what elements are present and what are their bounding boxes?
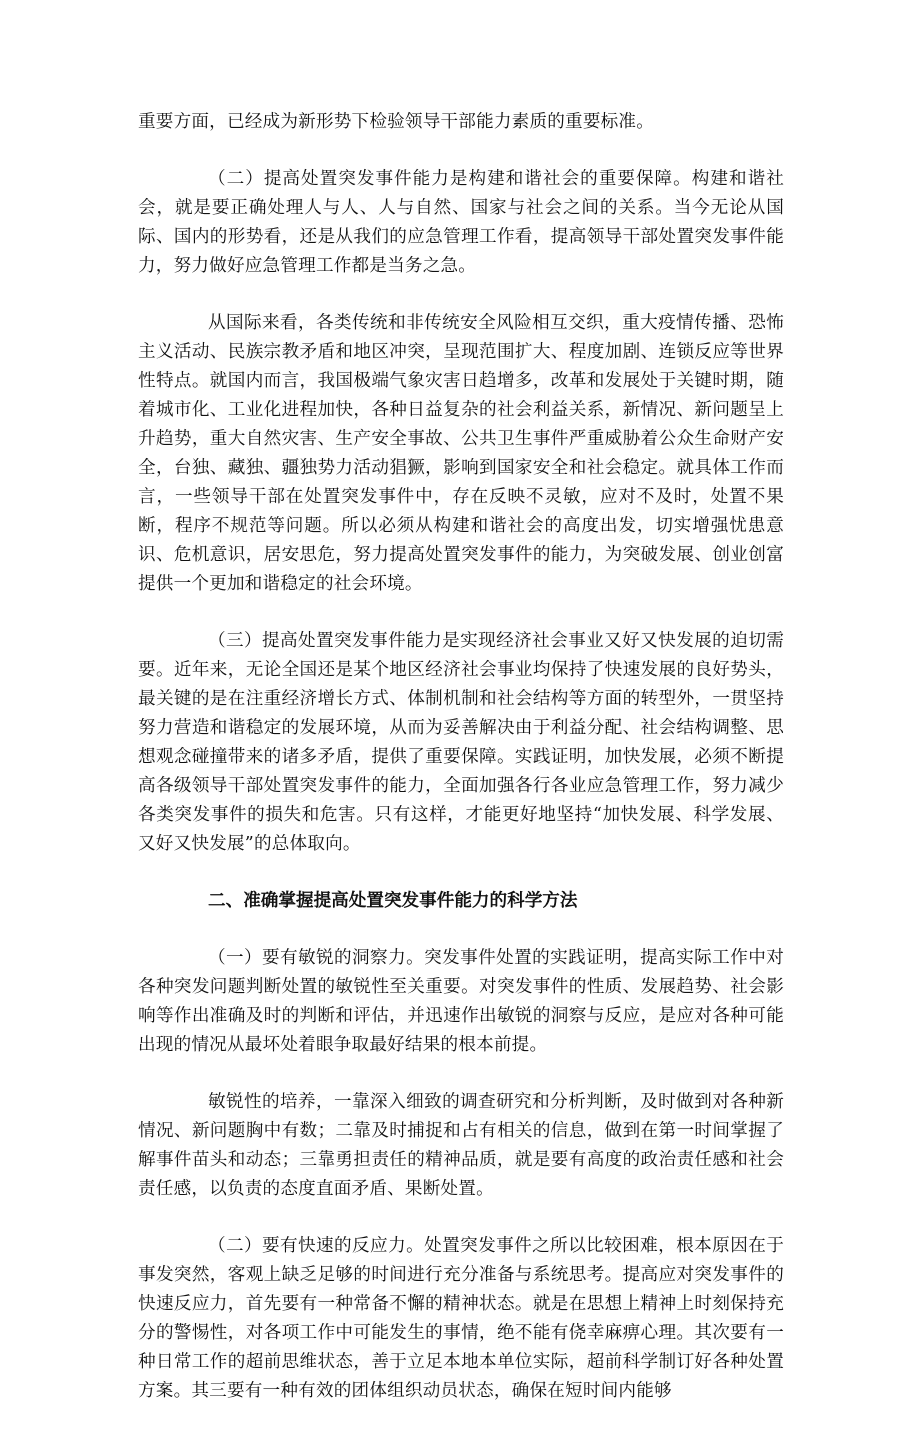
paragraph-harmonious-society: （二）提高处置突发事件能力是构建和谐社会的重要保障。构建和谐社会，就是要正确处理人与人、人与自然、国家与社会之间的关系。当今无论从国际、国内的形势看，还是从我们的应急管理工作看，提高领导干部处置突发事件能力，努力做好应急管理工作都是当务之急。 [138,169,784,276]
paragraph-sensitivity: 敏锐性的培养，一靠深入细致的调查研究和分析判断，及时做到对各种新情况、新问题胸中有数；二靠及时捕捉和占有相关的信息，做到在第一时间掌握了解事件苗头和动态；三靠勇担责任的精神品质，就是要有高度的政治责任感和社会责任感，以负责的态度直面矛盾、果断处置。 [138,1092,784,1199]
paragraph-international-domestic: 从国际来看，各类传统和非传统安全风险相互交织，重大疫情传播、恐怖主义活动、民族宗教矛盾和地区冲突，呈现范围扩大、程度加剧、连锁反应等世界性特点。就国内而言，我国极端气象灾害日趋增多，改革和发展处于关键时期，随着城市化、工业化进程加快，各种日益复杂的社会利益关系，新情况、新问题呈上升趋势，重大自然灾害、生产安全事故、公共卫生事件严重威胁着公众生命财产安全，台独、藏独、疆独势力活动猖獗，影响到国家安全和社会稳定。就具体工作而言，一些领导干部在处置突发事件中，存在反映不灵敏，应对不及时，处置不果断，程序不规范等问题。所以必须从构建和谐社会的高度出发，切实增强忧患意识、危机意识，居安思危，努力提高处置突发事件的能力，为突破发展、创业创富提供一个更加和谐稳定的社会环境。 [138,313,784,594]
section-heading: 二、准确掌握提高处置突发事件能力的科学方法 [208,891,578,911]
document-page [138,108,784,1434]
paragraph-economic-development: （三）提高处置突发事件能力是实现经济社会事业又好又快发展的迫切需要。近年来，无论全国还是某个地区经济社会事业均保持了快速发展的良好势头，最关键的是在注重经济增长方式、体制机制和社会结构等方面的转型外，一贯坚持努力营造和谐稳定的发展环境，从而为妥善解决由于利益分配、社会结构调整、思想观念碰撞带来的诸多矛盾，提供了重要保障。实践证明，加快发展，必须不断提高各级领导干部处置突发事件的能力，全面加强各行各业应急管理工作，努力减少各类突发事件的损失和危害。只有这样，才能更好地坚持“加快发展、科学发展、又好又快发展”的总体取向。 [138,631,784,854]
paragraph-reaction: （二）要有快速的反应力。处置突发事件之所以比较困难，根本原因在于事发突然，客观上缺乏足够的时间进行充分准备与系统思考。提高应对突发事件的快速反应力，首先要有一种常备不懈的精神状态。就是在思想上精神上时刻保持充分的警惕性，对各项工作中可能发生的事情，绝不能有侥幸麻痹心理。其次要有一种日常工作的超前思维状态，善于立足本地本单位实际，超前科学制订好各种处置方案。其三要有一种有效的团体组织动员状态，确保在短时间内能够 [138,1236,784,1401]
paragraph-insight: （一）要有敏锐的洞察力。突发事件处置的实践证明，提高实际工作中对各种突发问题判断处置的敏锐性至关重要。对突发事件的性质、发展趋势、社会影响等作出准确及时的判断和评估，并迅速作出敏锐的洞察与反应，是应对各种可能出现的情况从最坏处着眼争取最好结果的根本前提。 [138,948,784,1055]
paragraph-continuation: 重要方面，已经成为新形势下检验领导干部能力素质的重要标准。 [138,112,655,132]
